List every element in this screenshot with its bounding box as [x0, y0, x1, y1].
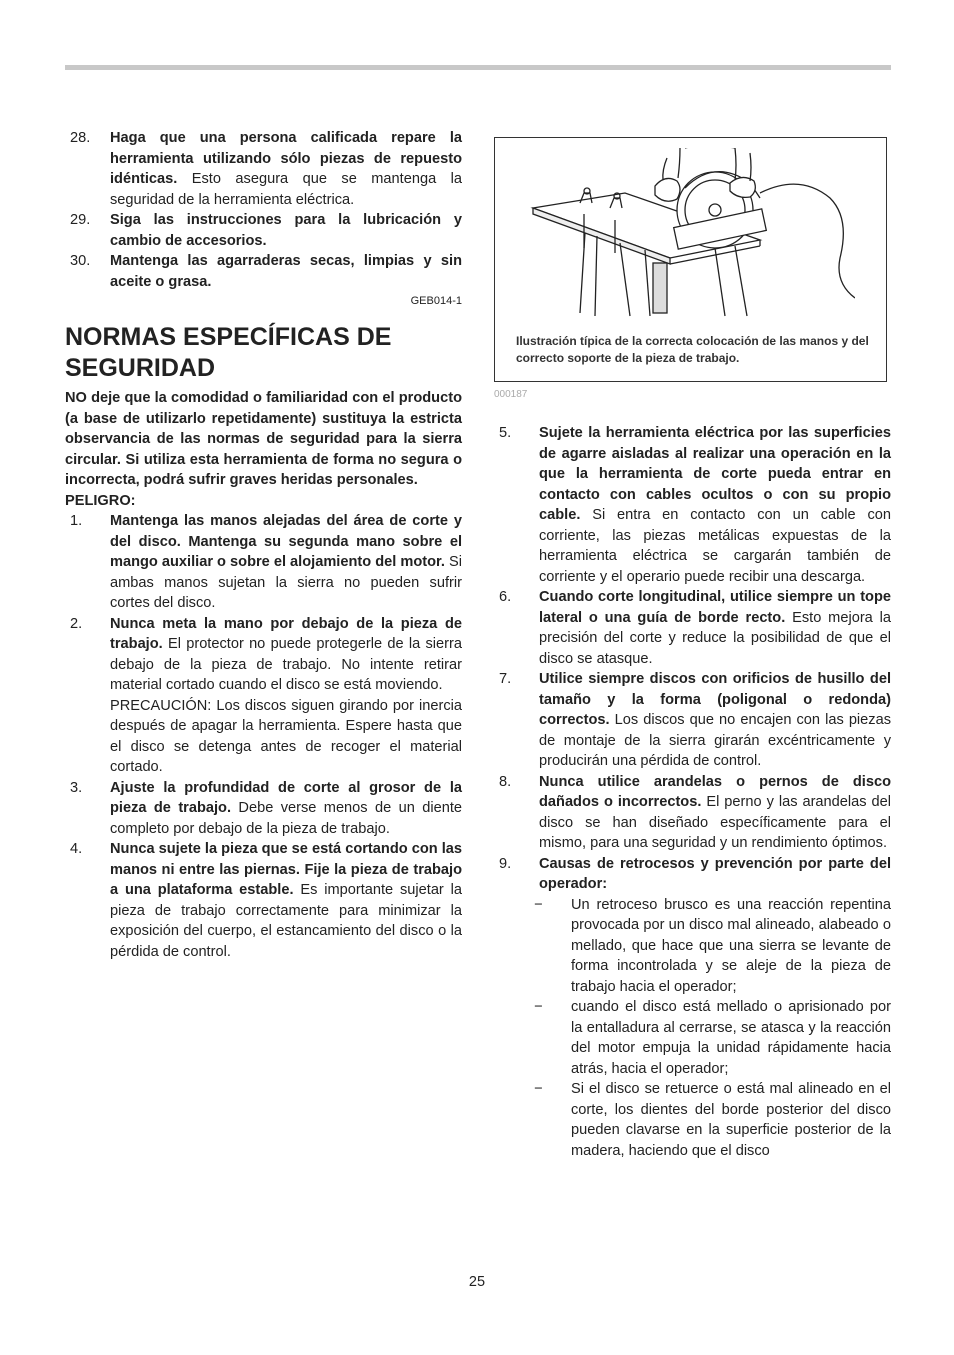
- illustration-box: [494, 137, 887, 382]
- item-number: 5.: [499, 425, 512, 441]
- item-text: El protector no puede protegerle de la sierra debajo de la pieza de trabajo. No intente retirar material cortado cuando el disco se está moviendo.: [110, 636, 462, 693]
- dash-marker: −: [534, 896, 543, 913]
- item-bold-text: Haga que una persona calificada repare la herramienta utilizando sólo piezas de repuesto idénticas.: [110, 130, 462, 187]
- item-text: Los discos que no encajen con las piezas de montaje de la sierra girarán excéntricamente y producirán una pérdida de control.: [539, 712, 891, 769]
- item-text: Debe verse menos de un diente completo por debajo de la pieza de trabajo.: [110, 800, 462, 837]
- header-rule: [65, 65, 891, 70]
- list-item-8: [494, 772, 891, 854]
- item-number: 29.: [70, 212, 91, 228]
- item-text: El perno y las arandelas del disco se han diseñado específicamente para el mismo, para una seguridad y un rendimiento óptimos.: [539, 794, 891, 851]
- danger-label: PELIGRO:: [65, 492, 136, 509]
- item-bold-text: Sujete la herramienta eléctrica por las superficies de agarre aisladas al realizar una operación en la que la herramienta de corte pueda entrar en contacto con cables ocultos o con su propio cable.: [539, 425, 891, 523]
- item-number: 1.: [70, 513, 83, 529]
- list-item-6: [494, 587, 891, 669]
- item-bold-text: Utilice siempre discos con orificios de husillo del tamaño y la forma (poligonal o redonda) correctos.: [539, 671, 891, 728]
- list-item-30: [65, 251, 462, 292]
- item-number: 3.: [70, 779, 83, 796]
- item-bold-text: Causas de retrocesos y prevención por parte del operador:: [539, 855, 891, 892]
- list-item-2: [65, 614, 462, 778]
- item-bold-text: Nunca meta la mano por debajo de la pieza de trabajo.: [110, 615, 462, 652]
- figure-caption: Ilustración típica de la correcta colocación de las manos y del correcto soporte de la pieza de trabajo.: [516, 334, 869, 365]
- item-text: Es importante sujetar la pieza de trabajo correctamente para minimizar la exposición del cuerpo, el estancamiento del disco o la pérdida de control.: [110, 882, 462, 960]
- list-item-5: [494, 423, 891, 587]
- dash-marker: −: [534, 1081, 543, 1097]
- item-bold-text: Nunca utilice arandelas o pernos de disco dañados o incorrectos.: [539, 773, 891, 810]
- left-column: [65, 128, 462, 962]
- caution-text: PRECAUCIÓN: Los discos siguen girando por inercia después de apagar la herramienta. Espere hasta que el disco se detenga antes de recoger el material cortado.: [110, 697, 462, 775]
- item-text: Esto mejora la precisión del corte y reduce la posibilidad de que el disco se atasque.: [539, 609, 891, 667]
- sub-item: [494, 895, 891, 998]
- item-bold-text: Ajuste la profundidad de corte al grosor de la pieza de trabajo.: [110, 779, 462, 816]
- list-item-4: [65, 839, 462, 962]
- item-number: 7.: [499, 671, 512, 687]
- sub-item: [494, 1079, 891, 1161]
- list-item-7: [494, 669, 891, 772]
- circular-saw-illustration: [525, 148, 855, 323]
- item-bold-text: Siga las instrucciones para la lubricación y cambio de accesorios.: [110, 212, 462, 249]
- list-item-28: [65, 128, 462, 210]
- section-code: GEB014-1: [410, 295, 462, 307]
- item-number: 9.: [499, 855, 512, 872]
- item-number: 6.: [499, 589, 512, 605]
- item-bold-text: Mantenga las agarraderas secas, limpias y sin aceite o grasa.: [110, 253, 462, 290]
- sub-item-text: cuando el disco está mellado o aprisionado por la entalladura al cerrarse, se atasca y la reacción del motor empuja la unidad rápidamente hacia atrás, hacia el operador;: [571, 999, 891, 1077]
- list-item-29: [65, 210, 462, 251]
- page-number: 25: [468, 1274, 486, 1290]
- item-number: 28.: [70, 130, 91, 146]
- sub-item: [494, 997, 891, 1079]
- list-item-1: [65, 511, 462, 614]
- figure-code: 000187: [494, 389, 528, 400]
- list-item-3: [65, 778, 462, 840]
- right-column: [494, 423, 891, 1161]
- item-bold-text: Nunca sujete la pieza que se está cortando con las manos ni entre las piernas. Fije la pieza de trabajo a una plataforma estable.: [110, 841, 462, 898]
- item-number: 30.: [70, 253, 91, 269]
- item-number: 4.: [70, 841, 83, 857]
- list-item-9: [494, 854, 891, 895]
- sub-item-text: Un retroceso brusco es una reacción repentina provocada por un disco mal alineado, alabeado o mellado, que hace que una sierra se levante de forma incontrolada y se aleje de la pieza de trabajo hacia el operador;: [571, 896, 891, 995]
- item-text: Si ambas manos sujetan la sierra no pueden sufrir cortes del disco.: [110, 554, 462, 611]
- item-bold-text: Cuando corte longitudinal, utilice siempre un tope lateral o una guía de borde recto.: [539, 589, 891, 626]
- item-number: 2.: [70, 615, 83, 632]
- item-number: 8.: [499, 773, 512, 790]
- section-heading: NORMAS ESPECÍFICAS DE SEGURIDAD: [65, 323, 392, 382]
- dash-marker: −: [534, 999, 543, 1015]
- intro-paragraph: NO deje que la comodidad o familiaridad con el producto (a base de utilizarlo repetidamente) sustituya la estricta observancia de las normas de seguridad para la sierra circular. Si utiliza esta herramienta de forma no segura o incorrecta, podrá sufrir graves heridas personales.: [65, 390, 462, 488]
- item-bold-text: Mantenga las manos alejadas del área de corte y del disco. Mantenga su segunda mano sobre el mango auxiliar o sobre el alojamiento del motor.: [110, 513, 462, 570]
- item-text: Si entra en contacto con un cable con corriente, las piezas metálicas expuestas de la herramienta eléctrica se cargarán también de corriente y el operario puede recibir una descarga.: [539, 507, 891, 585]
- sub-item-text: Si el disco se retuerce o está mal alineado en el corte, los dientes del borde posterior del disco pueden clavarse en la superficie posterior de la madera, haciendo que el disco: [571, 1081, 891, 1159]
- item-text: Esto asegura que se mantenga la seguridad de la herramienta eléctrica.: [110, 171, 462, 208]
